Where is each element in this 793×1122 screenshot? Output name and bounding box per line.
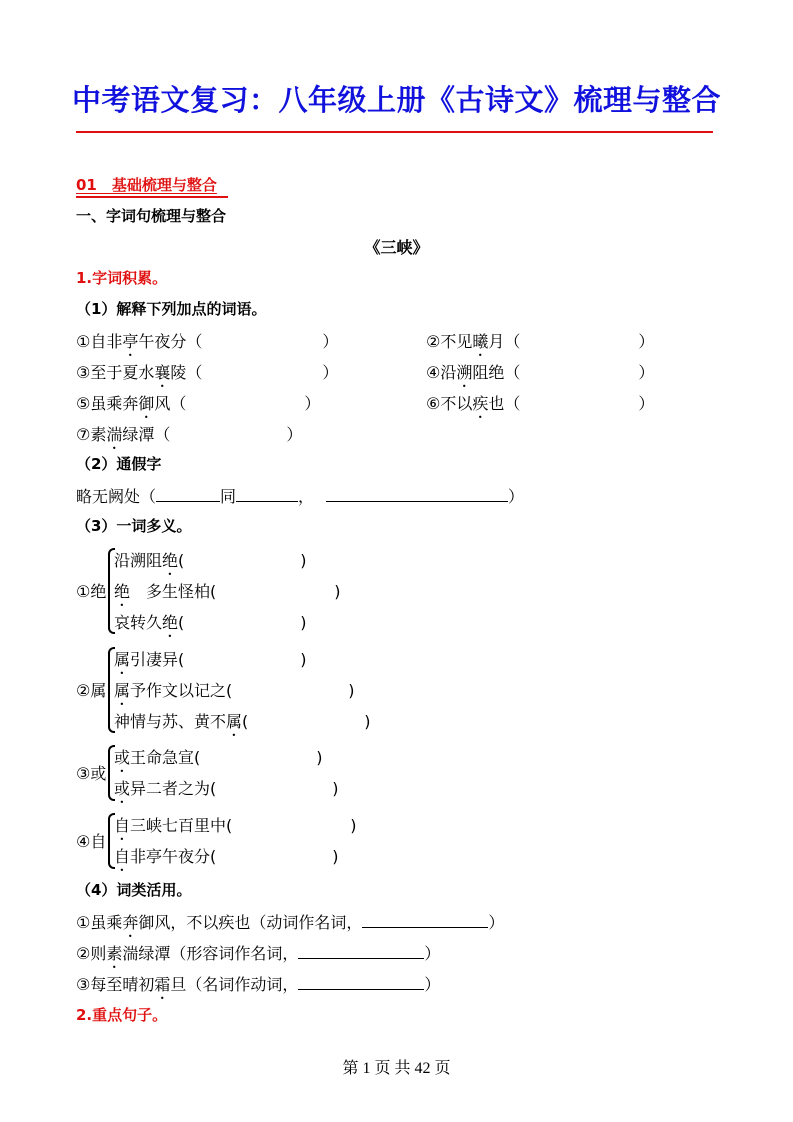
subheading-explain: （1）解释下列加点的词语。 — [76, 300, 267, 318]
part-heading: 一、字词句梳理与整合 — [76, 207, 227, 225]
polysemy-zi-2: 自非亭午夜分( ) — [114, 847, 339, 866]
question-3: ③至于夏水襄陵（ ） — [76, 363, 339, 382]
answer-blank[interactable] — [156, 487, 220, 502]
polysemy-zi-1: 自三峡七百里中( ) — [114, 816, 357, 835]
usage-question-3: ③每至晴初霜旦（名词作动词， ） — [76, 975, 441, 994]
subheading-word-usage: （4）词类活用。 — [76, 881, 192, 899]
question-6: ⑥不以疾也（ ） — [426, 394, 655, 413]
question-7: ⑦素湍绿潭（ ） — [76, 425, 303, 444]
usage-question-1: ①虽乘奔御风，不以疾也（动词作名词， ） — [76, 913, 505, 932]
polysemy-label-shu: ②属 — [76, 681, 107, 700]
subheading-tongjia: （2）通假字 — [76, 455, 162, 473]
answer-blank[interactable] — [326, 487, 508, 502]
question-2: ②不见曦月（ ） — [426, 332, 655, 351]
item-heading-key-sentences: 2.重点句子。 — [76, 1006, 168, 1024]
document-title: 中考语文复习：八年级上册《古诗文》梳理与整合 — [71, 83, 721, 117]
polysemy-shu-3: 神情与苏、黄不属( ) — [114, 712, 371, 731]
tongjia-question: 略无阙处（ 同 ， ） — [76, 487, 525, 506]
page-footer: 第 1 页 共 42 页 — [342, 1060, 451, 1077]
question-5: ⑤虽乘奔御风（ ） — [76, 394, 321, 413]
question-1: ①自非亭午夜分（ ） — [76, 332, 339, 351]
section-underline — [76, 196, 228, 198]
polysemy-shu-2: 属予作文以记之( ) — [114, 681, 355, 700]
answer-blank[interactable] — [236, 487, 298, 502]
polysemy-huo-1: 或王命急宣( ) — [114, 748, 323, 767]
polysemy-label-zi: ④自 — [76, 832, 107, 851]
polysemy-jue-2: 绝 多生怪柏( ) — [114, 582, 341, 601]
usage-question-2: ②则素湍绿潭（形容词作名词， ） — [76, 944, 441, 963]
answer-blank[interactable] — [362, 913, 488, 928]
answer-blank[interactable] — [298, 975, 424, 990]
polysemy-label-jue: ①绝 — [76, 582, 107, 601]
polysemy-shu-1: 属引凄异( ) — [114, 650, 307, 669]
item-heading-vocabulary: 1.字词积累。 — [76, 269, 168, 287]
polysemy-huo-2: 或异二者之为( ) — [114, 779, 339, 798]
lesson-title: 《三峡》 — [364, 238, 429, 257]
polysemy-label-huo: ③或 — [76, 764, 107, 783]
polysemy-jue-1: 沿溯阻绝( ) — [114, 551, 307, 570]
question-4: ④沿溯阻绝（ ） — [426, 363, 655, 382]
subheading-polysemy: （3）一词多义。 — [76, 517, 192, 535]
polysemy-jue-3: 哀转久绝( ) — [114, 613, 307, 632]
section-heading: 01 基础梳理与整合 — [76, 176, 217, 194]
title-divider — [76, 131, 713, 133]
answer-blank[interactable] — [298, 944, 424, 959]
